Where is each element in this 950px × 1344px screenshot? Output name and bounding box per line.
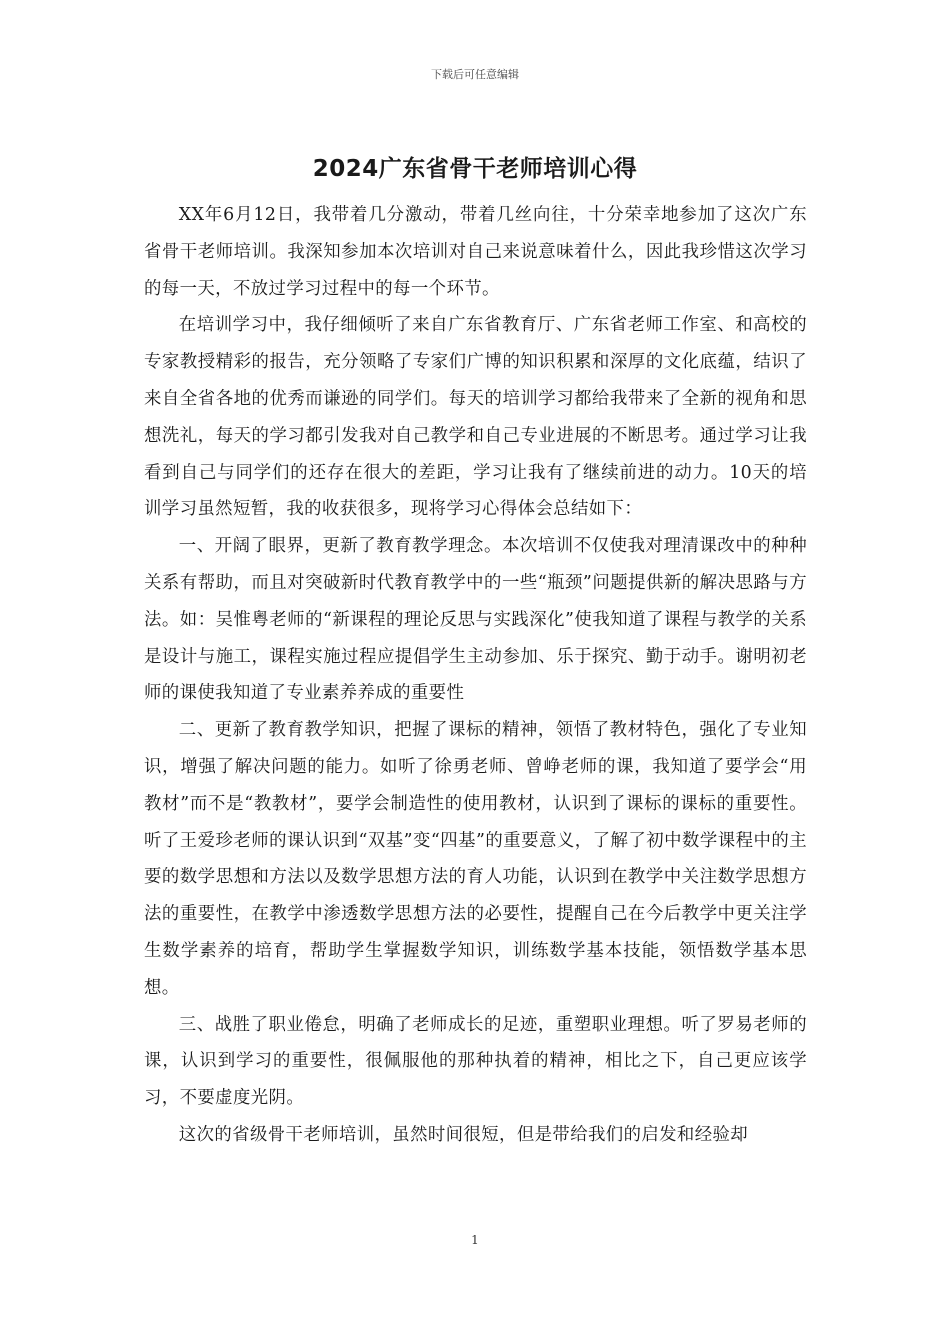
document-title: 2024广东省骨干老师培训心得 — [312, 156, 638, 182]
paragraph-point-two: 二、更新了教育教学知识，把握了课标的精神，领悟了教材特色，强化了专业知识，增强了解决问题的能力。如听了徐勇老师、曾峥老师的课，我知道了要学会“用教材”而不是“教教材”，要学会制造性的使用教材，认识到了课标的课标的重要性。听了王爱珍老师的课认识到“双基”变“四基”的重要意义，了解了初中数学课程中的主要的数学思想和方法以及数学思想方法的育人功能，认识到在教学中关注数学思想方法的重要性，在教学中渗透数学思想方法的必要性，提醒自己在今后教学中更关注学生数学素养的培育，帮助学生掌握数学知识，训练数学基本技能，领悟数学基本思想。 — [144, 720, 807, 998]
paragraph-intro: XX年6月12日，我带着几分激动，带着几丝向往，十分荣幸地参加了这次广东省骨干老师培训。我深知参加本次培训对自己来说意味着什么，因此我珍惜这次学习的每一天，不放过学习过程中的每一个环节。 — [144, 205, 807, 299]
paragraph-training-overview: 在培训学习中，我仔细倾听了来自广东省教育厅、广东省老师工作室、和高校的专家教授精彩的报告，充分领略了专家们广博的知识积累和深厚的文化底蕴，结识了来自全省各地的优秀而谦逊的同学们。每天的培训学习都给我带来了全新的视角和思想洗礼，每天的学习都引发我对自己教学和自己专业进展的不断思考。通过学习让我看到自己与同学们的还存在很大的差距，学习让我有了继续前进的动力。10天的培训学习虽然短暂，我的收获很多，现将学习心得体会总结如下： — [144, 315, 807, 520]
paragraph-point-one: 一、开阔了眼界，更新了教育教学理念。本次培训不仅使我对理清课改中的种种关系有帮助，而且对突破新时代教育教学中的一些“瓶颈”问题提供新的解决思路与方法。如：吴惟粤老师的“新课程的理论反思与实践深化”使我知道了课程与教学的关系是设计与施工，课程实施过程应提倡学生主动参加、乐于探究、勤于动手。谢明初老师的课使我知道了专业素养养成的重要性 — [144, 536, 807, 704]
page-header: 下载后可任意编辑 — [431, 68, 519, 81]
document-body — [144, 197, 807, 1154]
paragraph-point-three: 三、战胜了职业倦怠，明确了老师成长的足迹，重塑职业理想。听了罗易老师的课，认识到学习的重要性，很佩服他的那种执着的精神，相比之下，自己更应该学习，不要虚度光阴。 — [144, 1014, 807, 1109]
page-number: 1 — [471, 1233, 479, 1247]
paragraph-conclusion: 这次的省级骨干老师培训，虽然时间很短，但是带给我们的启发和经验却 — [178, 1124, 749, 1145]
